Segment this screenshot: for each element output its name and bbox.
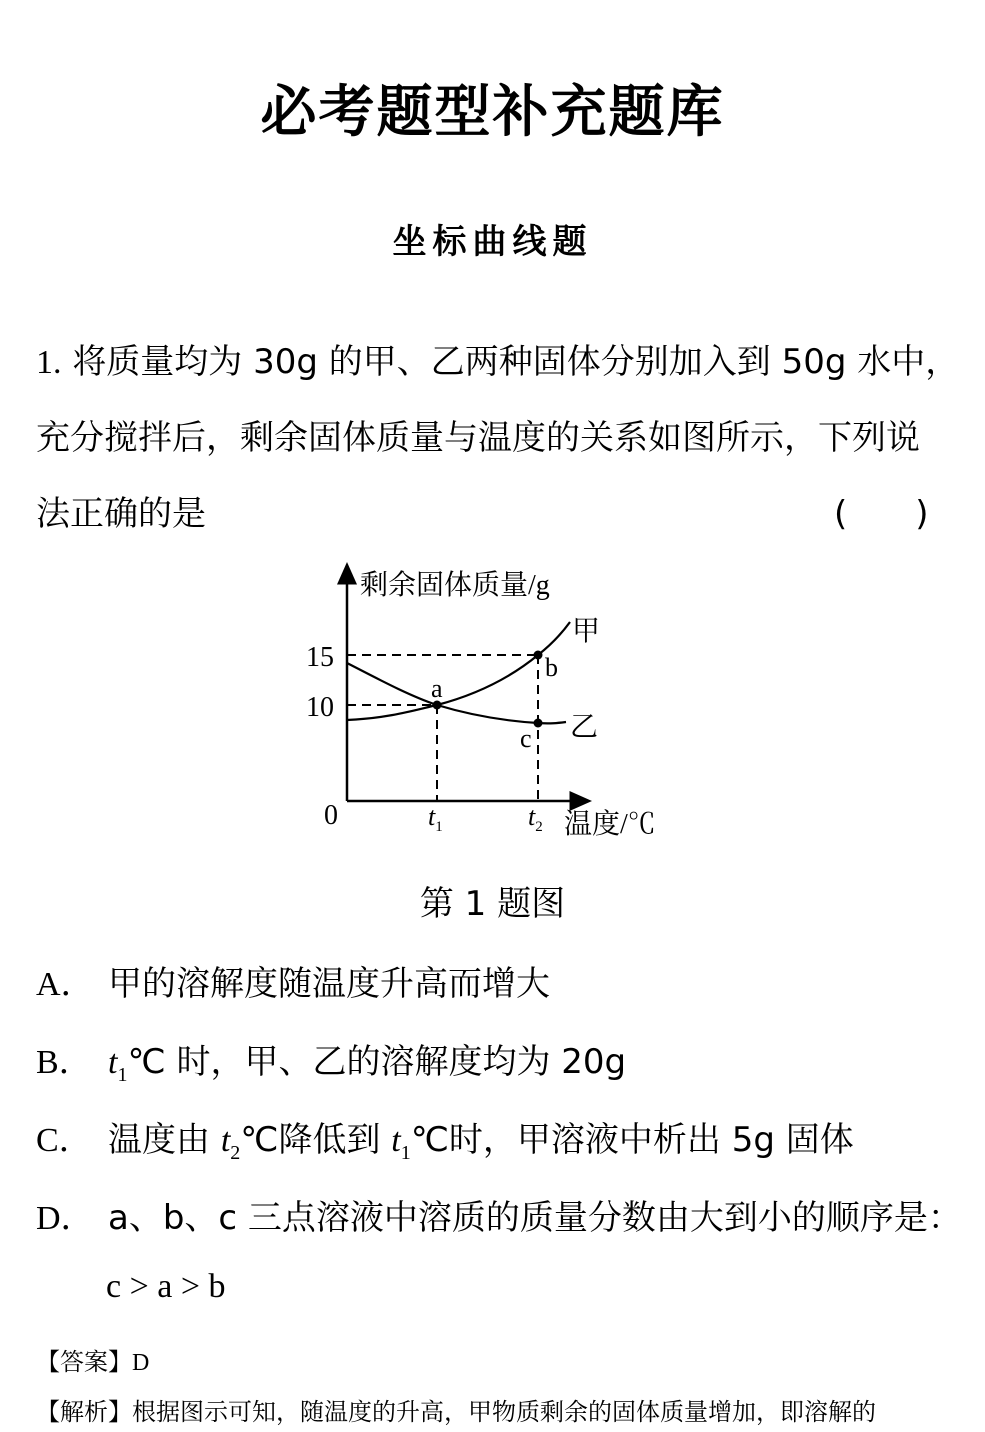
point-c [534,719,543,728]
option-c-sub1: 1 [400,1141,411,1164]
question-text-2: 充分搅拌后，剩余固体质量与温度的关系如图所示，下列说 [36,418,920,458]
x-axis-label: 温度/℃ [564,809,656,840]
y-tick-10: 10 [306,692,334,723]
y-tick-15: 15 [306,642,334,673]
series-yi-curve [347,663,566,723]
x-tick-t2: $t_2$ [528,802,543,835]
option-d[interactable] [36,1190,962,1239]
point-label-c: c [520,724,532,753]
point-label-b: b [545,653,558,682]
option-c-t1: t [391,1122,401,1159]
origin-label: 0 [324,800,338,831]
option-c-sub2: 2 [230,1141,241,1164]
analysis-label: 【解析】 [36,1398,132,1426]
figure-caption: 第 1 题图 [419,884,566,924]
y-axis-label: 剩余固体质量/g [360,570,550,601]
option-c-post: ℃时，甲溶液中析出 5g 固体 [410,1120,854,1160]
chart-svg [300,560,690,850]
option-b-sub: 1 [117,1063,128,1086]
x-tick-t1: $t_1$ [428,802,443,835]
series-label-jia: 甲 [572,616,601,647]
question-text-1: 将质量均为 30g 的甲、乙两种固体分别加入到 50g 水中， [72,342,960,382]
option-a[interactable] [36,956,550,1005]
option-d-letter: D． [36,1200,95,1237]
point-label-a: a [431,674,443,703]
question-line-1 [36,334,959,383]
answer-bracket: ( ) [834,494,929,534]
option-d-continuation: c > a > b [106,1268,226,1305]
question-number: 1. [36,344,62,381]
option-b-t: t [108,1044,118,1081]
answer-line [36,1342,149,1377]
option-d-text: a、b、c 三点溶液中溶质的质量分数由大到小的顺序是： [108,1198,962,1238]
analysis-text: 根据图示可知，随温度的升高，甲物质剩余的固体质量增加，即溶解的 [132,1398,876,1426]
answer-label: 【答案】 [36,1348,132,1376]
option-c-pre: 温度由 [108,1120,221,1160]
option-a-text: 甲的溶解度随温度升高而增大 [108,964,550,1004]
solubility-chart [300,560,690,854]
option-c-letter: C． [36,1122,93,1159]
analysis-line [36,1392,876,1427]
question-text-3: 法正确的是 [36,494,206,534]
option-b[interactable] [36,1034,626,1087]
option-b-text: ℃ 时，甲、乙的溶解度均为 20g [127,1042,627,1082]
answer-value: D [132,1350,150,1376]
option-c-t2: t [220,1122,231,1159]
section-title: 坐标曲线题 [392,222,593,262]
series-label-yi: 乙 [570,712,599,743]
option-c[interactable] [36,1112,854,1165]
page-title: 必考题型补充题库 [260,80,725,145]
option-b-letter: B． [36,1044,93,1081]
point-b [534,651,543,660]
option-a-letter: A． [36,966,95,1003]
option-c-mid: ℃降低到 [240,1120,392,1160]
